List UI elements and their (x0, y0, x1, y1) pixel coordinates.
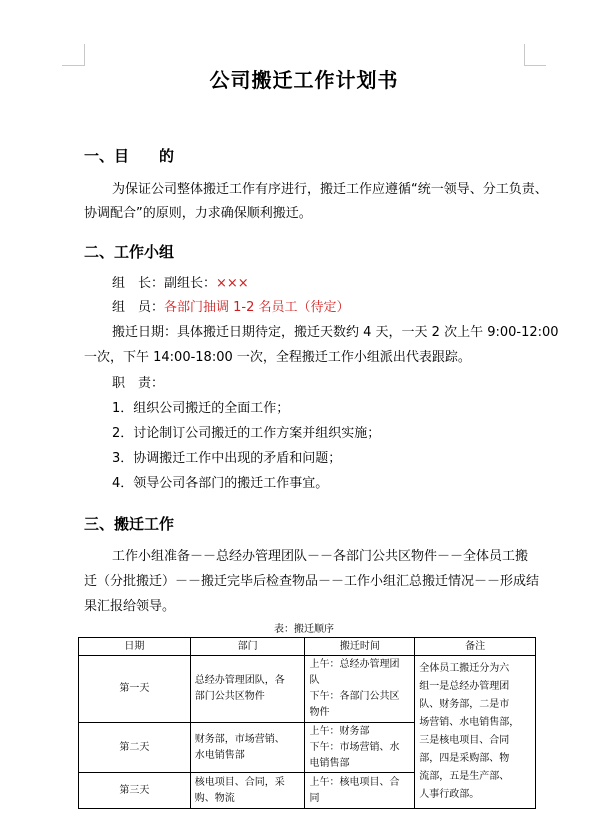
time-cell (305, 723, 415, 773)
date-cell: 第一天 (79, 656, 191, 723)
cell-line: 上午：总经办管理团 (309, 659, 400, 670)
cell-line: 购、物流 (194, 792, 235, 804)
cell-line: 场营销、水电销售部， (419, 717, 520, 728)
duty-item: 3．协调搬迁工作中出现的矛盾和问题； (112, 451, 342, 466)
duty-item: 2．讨论制订公司搬迁的工作方案并组织实施； (112, 426, 381, 441)
duty-item: 1．组织公司搬迁的全面工作； (112, 401, 290, 416)
cell-line: 总经办管理团队，各 (194, 675, 285, 686)
header-department: 部门 (190, 638, 305, 656)
date-paragraph-line: 一次，下午 14:00-18:00 一次，全程搬迁工作小组派出代表跟踪。 (84, 350, 471, 365)
table-caption: 表：搬迁顺序 (274, 624, 334, 635)
leader-line (112, 272, 249, 291)
duty-item: 4．领导公司各部门的搬迁工作事宜。 (112, 476, 329, 491)
member-value: 各部门抽调 1-2 名员工（待定） (164, 300, 350, 315)
relocation-paragraph-line: 迁（分批搬迁）－－搬迁完毕后检查物品－－工作小组汇总搬迁情况－－形成结 (84, 574, 540, 589)
cell-line: 部，四是采购部、物 (419, 753, 510, 764)
section-heading-purpose: 一、目 的 (84, 147, 175, 165)
cell-line: 上午：财务部 (309, 725, 370, 737)
department-cell (190, 723, 305, 773)
leader-value: ××× (216, 276, 249, 291)
cell-line: 水电销售部 (194, 749, 245, 761)
date-cell: 第三天 (79, 773, 191, 809)
member-label: 组 员： (112, 300, 165, 315)
cell-line: 队 (309, 675, 320, 686)
cell-line: 部门公共区物件 (194, 691, 265, 702)
time-cell (305, 773, 415, 809)
cell-line: 同 (309, 792, 320, 804)
cell-line: 电销售部 (309, 757, 350, 769)
cell-line: 上午：核电项目、合 (309, 776, 400, 788)
date-cell: 第二天 (79, 723, 191, 773)
crop-mark (524, 44, 525, 66)
cell-line: 核电项目、合同，采 (194, 776, 285, 788)
cell-line: 队、财务部，二是市 (419, 699, 510, 710)
duties-label: 职 责： (112, 376, 165, 391)
cell-line: 人事行政部。 (419, 789, 480, 800)
header-note: 备注 (415, 638, 536, 656)
cell-line: 财务部，市场营销、 (194, 733, 285, 745)
purpose-paragraph-line: 为保证公司整体搬迁工作有序进行，搬迁工作应遵循“统一领导、分工负责、 (112, 182, 548, 197)
department-cell (190, 656, 305, 723)
member-line (112, 296, 350, 315)
cell-line: 物件 (309, 707, 330, 718)
relocation-paragraph-line: 果汇报给领导。 (84, 599, 176, 614)
section-heading-team: 二、工作小组 (84, 243, 175, 261)
relocation-paragraph-line: 工作小组准备－－总经办管理团队－－各部门公共区物件－－全体员工搬 (112, 549, 529, 564)
cell-line: 流部，五是生产部、 (419, 771, 510, 782)
time-cell (305, 656, 415, 723)
table-row (79, 656, 536, 723)
relocation-schedule-table (78, 637, 536, 809)
date-paragraph-line: 搬迁日期：具体搬迁日期待定，搬迁天数约 4 天，一天 2 次上午 9:00-12:00 (112, 325, 559, 340)
cell-line: 下午：各部门公共区 (309, 691, 400, 702)
section-heading-relocation: 三、搬迁工作 (84, 515, 175, 533)
header-time: 搬迁时间 (305, 638, 415, 656)
cell-line: 全体员工搬迁分为六 (419, 663, 510, 674)
cell-line: 下午：市场营销、水 (309, 741, 400, 753)
leader-label: 组 长：副组长： (112, 276, 217, 291)
document-title: 公司搬迁工作计划书 (209, 68, 399, 92)
table-header-row (79, 638, 536, 656)
note-cell (415, 656, 536, 809)
department-cell (190, 773, 305, 809)
cell-line: 组一是总经办管理团 (419, 681, 510, 692)
purpose-paragraph-line: 协调配合”的原则，力求确保顺利搬迁。 (84, 206, 312, 221)
header-date: 日期 (79, 638, 191, 656)
crop-mark (84, 44, 85, 66)
cell-line: 三是核电项目、合同 (419, 735, 510, 746)
